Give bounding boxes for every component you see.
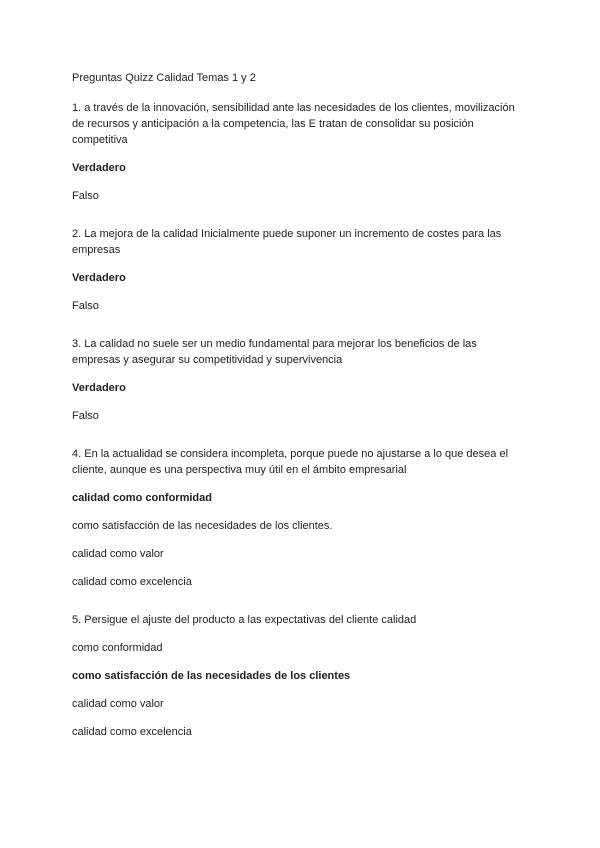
question-5 bbox=[72, 612, 528, 740]
question-2 bbox=[72, 226, 528, 314]
document-title: Preguntas Quizz Calidad Temas 1 y 2 bbox=[72, 72, 256, 84]
spacer bbox=[72, 326, 528, 336]
document-page bbox=[72, 70, 528, 752]
answer-option: calidad como excelencia bbox=[72, 726, 192, 738]
answer-option-correct: Verdadero bbox=[72, 382, 126, 394]
question-text: 5. Persigue el ajuste del producto a las expectativas del cliente calidad bbox=[72, 614, 417, 626]
answer-option-correct: como satisfacción de las necesidades de los clientes bbox=[72, 670, 351, 682]
answer-option: Falso bbox=[72, 190, 99, 202]
spacer bbox=[72, 436, 528, 446]
question-1 bbox=[72, 100, 528, 204]
answer-option-correct: Verdadero bbox=[72, 272, 126, 284]
answer-option: calidad como excelencia bbox=[72, 576, 192, 588]
spacer bbox=[72, 216, 528, 226]
answer-option: Falso bbox=[72, 300, 99, 312]
answer-option-correct: calidad como conformidad bbox=[72, 492, 212, 504]
question-text: 3. La calidad no suele ser un medio fundamental para mejorar los beneficios de las empresas y asegurar su competitividad y supervivencia bbox=[72, 338, 477, 366]
answer-option: calidad como valor bbox=[72, 548, 164, 560]
question-3 bbox=[72, 336, 528, 424]
answer-option: como conformidad bbox=[72, 642, 163, 654]
answer-option-correct: Verdadero bbox=[72, 162, 126, 174]
question-4 bbox=[72, 446, 528, 590]
question-text: 1. a través de la innovación, sensibilidad ante las necesidades de los clientes, movilización de recursos y anticipación a la competencia, las E tratan de consolidar su posición competitiva bbox=[72, 102, 515, 146]
spacer bbox=[72, 602, 528, 612]
question-text: 4. En la actualidad se considera incompleta, porque puede no ajustarse a lo que desea el cliente, aunque es una perspectiva muy útil en el ámbito empresarial bbox=[72, 448, 509, 476]
answer-option: calidad como valor bbox=[72, 698, 164, 710]
answer-option: Falso bbox=[72, 410, 99, 422]
answer-option: como satisfacción de las necesidades de los clientes. bbox=[72, 520, 333, 532]
question-text: 2. La mejora de la calidad Inicialmente puede suponer un incremento de costes para las empresas bbox=[72, 228, 502, 256]
